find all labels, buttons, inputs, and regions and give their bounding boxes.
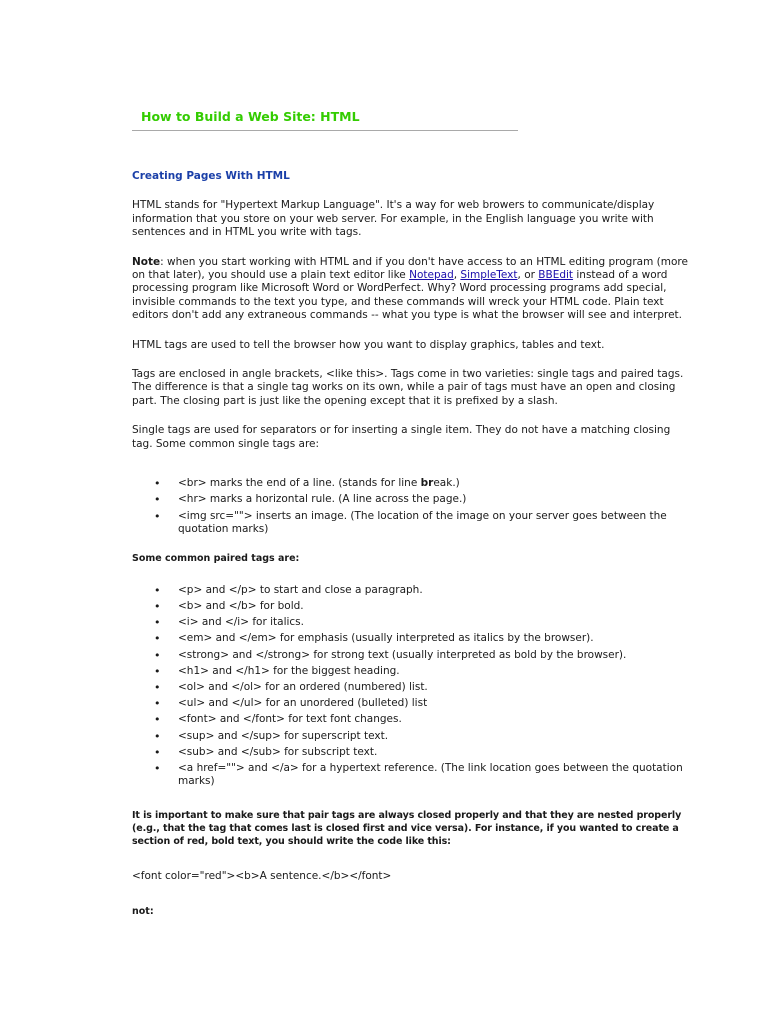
simpletext-link[interactable]: SimpleText (460, 269, 518, 282)
bullet-icon: • (154, 616, 161, 630)
intro-paragraph: HTML stands for "Hypertext Markup Language". It's a way for web browers to communicate/display information that you store on your web server. For example, in the English language you write with sentences and in HTML you write with tags. (132, 199, 655, 239)
bullet-icon: • (154, 493, 161, 507)
bullet-icon: • (154, 664, 161, 678)
list-item: • <sub> and </sub> for subscript text. (154, 745, 378, 759)
list-item: • <em> and </em> for emphasis (usually interpreted as italics by the browser). (154, 632, 594, 646)
bullet-icon: • (154, 599, 161, 613)
brackets-paragraph: Tags are enclosed in angle brackets, <like this>. Tags come in two varieties: single tags and paired tags. The difference is that a single tag works on its own, while a pair of tags must have an open and closing part. The closing part is just like the opening except that it is prefixed by a slash. (132, 368, 684, 407)
code-example: <font color="red"><b>A sentence.</b></font> (132, 869, 392, 882)
article-body (132, 170, 688, 919)
bullet-icon: • (154, 680, 161, 694)
list-item: • <a href=""> and </a> for a hypertext reference. (The link location goes between the quotation marks) (154, 761, 683, 788)
list-item: • <ul> and </ul> for an unordered (bulleted) list (154, 697, 428, 711)
bullet-icon: • (154, 477, 161, 491)
single-tags-list (132, 477, 688, 536)
bbedit-link[interactable]: BBEdit (538, 269, 574, 282)
nesting-paragraph: It is important to make sure that pair tags are always closed properly and that they are nested properly (e.g., that the tag that comes last is closed first and vice versa). For instance, if you wanted to create a section of red, bold text, you should write the code like this: (132, 809, 682, 847)
note-text-after: instead of a word processing program like Microsoft Word or WordPerfect. Why? Word processing programs add special, invisible commands to the text you type, and these commands will wreck your HTML code. Plain text editors don't add any extraneous commands -- what you type is what the browser will see and interpret. (132, 269, 682, 322)
note-text-before: : when you start working with HTML and if you don't have access to an HTML editing program (more on that later), you should use a plain text editor like (132, 255, 688, 282)
bullet-icon: • (154, 761, 161, 775)
list-item: • <h1> and </h1> for the biggest heading. (154, 664, 400, 678)
note-label: Note (132, 255, 161, 268)
bullet-icon: • (154, 729, 161, 743)
bullet-icon: • (154, 713, 161, 727)
bullet-icon: • (154, 697, 161, 711)
list-item: • <i> and </i> for italics. (154, 616, 304, 630)
paired-tags-heading: Some common paired tags are: (132, 553, 300, 565)
single-tags-paragraph: Single tags are used for separators or for inserting a single item. They do not have a matching closing tag. Some common single tags are: (132, 424, 671, 450)
list-item: • <sup> and </sup> for superscript text. (154, 729, 389, 743)
note-sep-1: , (453, 269, 461, 282)
not-label: not: (132, 906, 154, 918)
list-item: • <hr> marks a horizontal rule. (A line across the page.) (154, 493, 467, 507)
list-item: • <strong> and </strong> for strong text (usually interpreted as bold by the browser). (154, 648, 627, 662)
bullet-icon: • (154, 583, 161, 597)
list-item: • <font> and </font> for text font changes. (154, 713, 402, 727)
list-item: • <b> and </b> for bold. (154, 599, 304, 613)
bullet-icon: • (154, 648, 161, 662)
note-paragraph (132, 256, 688, 323)
list-item: • <p> and </p> to start and close a paragraph. (154, 583, 423, 597)
notepad-link[interactable]: Notepad (409, 269, 454, 282)
note-sep-2: , or (517, 269, 539, 282)
tags-paragraph: HTML tags are used to tell the browser how you want to display graphics, tables and text. (132, 338, 605, 351)
paired-tags-list (132, 584, 688, 789)
bullet-icon: • (154, 745, 161, 759)
page-title: How to Build a Web Site: HTML (141, 109, 360, 124)
title-divider (132, 130, 518, 131)
section-heading: Creating Pages With HTML (132, 170, 290, 182)
list-item: • <ol> and </ol> for an ordered (numbered) list. (154, 680, 428, 694)
bullet-icon: • (154, 632, 161, 646)
list-item: • <img src=""> inserts an image. (The location of the image on your server goes between the quotation marks) (154, 509, 667, 535)
list-item: • <br> marks the end of a line. (stands for line break.) (154, 477, 460, 491)
bullet-icon: • (154, 509, 161, 523)
